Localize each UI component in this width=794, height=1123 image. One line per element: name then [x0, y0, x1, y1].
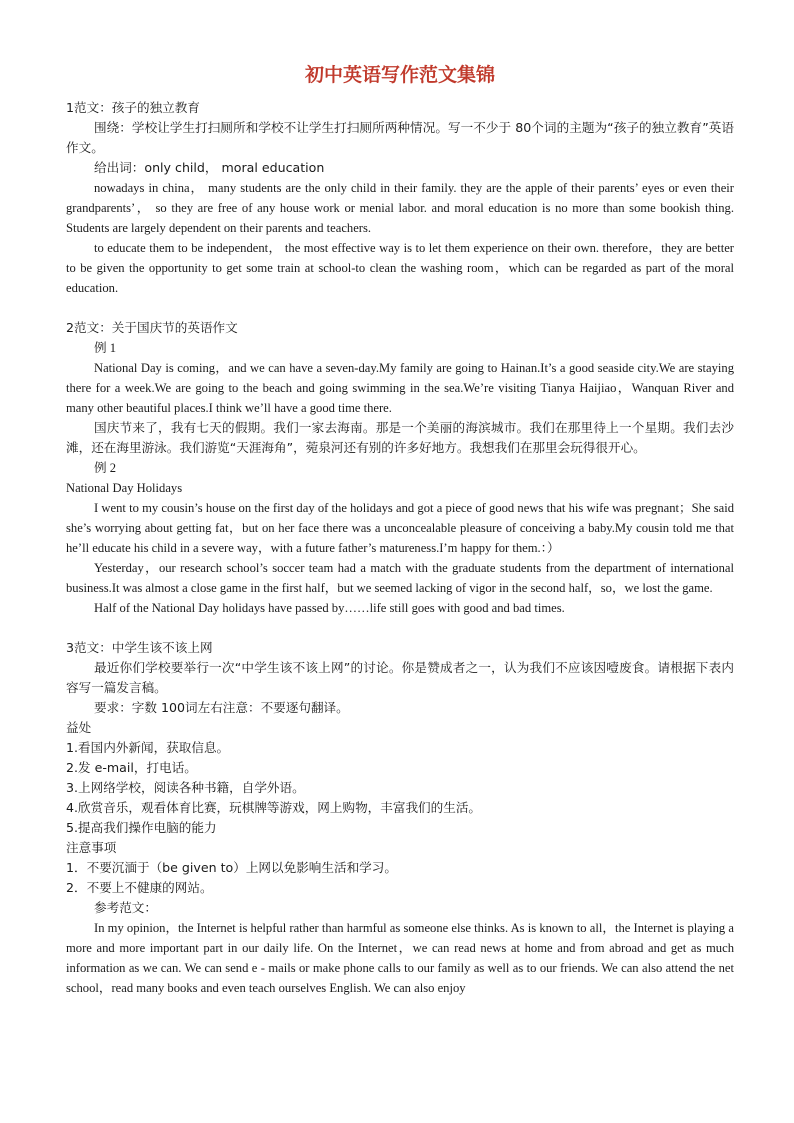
- section-1-paragraph-1: nowadays in china， many students are the only child in their family. they are the apple of their parents’ eyes or even their grandparents’， so they are free of any house work or menial labor. and moral education is no more than some bookish thing. Students are largely dependent on their parents and teachers.: [66, 181, 734, 235]
- example-2-paragraph-1: I went to my cousin’s house on the first day of the holidays and got a piece of good news that his wife was pregnant；She said she’s worrying about getting fat，but on her face there was a unconcealable pleasure of conceiving a baby.My cousin told me that he’ll educate his child in a severe way，with a future father’s matureness.I’m happy for them.：）: [66, 501, 734, 555]
- notes-label: 注意事项: [66, 840, 117, 855]
- section-1-given-words: 给出词：only child， moral education: [94, 160, 325, 175]
- section-1-paragraph-2: to educate them to be independent， the most effective way is to let them experience on their own. therefore，they are better to be given the opportunity to get some train at school-to clean the washing room，which can be regarded as part of the moral education.: [66, 241, 734, 295]
- example-2-paragraph-2: Yesterday，our research school’s soccer team had a match with the graduate students from the department of international business.It was almost a close game in the first half，but we seemed lacking of vigor in the second half，so，we lost the game.: [66, 561, 734, 595]
- section-1-heading: 1范文：孩子的独立教育: [66, 100, 200, 115]
- benefit-item: 2.发 e-mail，打电话。: [66, 760, 197, 775]
- sample-essay: In my opinion，the Internet is helpful rather than harmful as someone else thinks. As is known to all，the Internet is playing a more and more important part in our daily life. On the Internet，we can read news at home and from abroad and get as much information as we can. We can send e - mails or make phone calls to our family as well as to our friends. We can also attend the net school，read many books and even teach ourselves English. We can also enjoy: [66, 921, 734, 995]
- note-item: 1．不要沉湎于（be given to）上网以免影响生活和学习。: [66, 860, 397, 875]
- example-2-title: National Day Holidays: [66, 481, 183, 495]
- benefit-item: 1.看国内外新闻，获取信息。: [66, 740, 230, 755]
- benefit-item: 3.上网络学校，阅读各种书籍，自学外语。: [66, 780, 305, 795]
- section-3-requirements: 要求：字数 100词左右注意：不要逐句翻译。: [94, 700, 349, 715]
- section-2-heading: 2范文：关于国庆节的英语作文: [66, 320, 238, 335]
- benefit-item: 4.欣赏音乐，观看体育比赛，玩棋牌等游戏，网上购物，丰富我们的生活。: [66, 800, 482, 815]
- section-1-prompt: 围绕：学校让学生打扫厕所和学校不让学生打扫厕所两种情况。写一不少于 80个词的主题为“孩子的独立教育”英语作文。: [66, 120, 734, 155]
- example-1-label: 例 1: [94, 341, 117, 355]
- section-3-prompt: 最近你们学校要举行一次“中学生该不该上网”的讨论。你是赞成者之一，认为我们不应该因噎废食。请根据下表内容写一篇发言稿。: [66, 660, 734, 695]
- benefits-label: 益处: [66, 720, 92, 735]
- note-item: 2．不要上不健康的网站。: [66, 880, 213, 895]
- example-2-label: 例 2: [94, 461, 117, 475]
- document-page: [66, 62, 734, 998]
- sample-label: 参考范文：: [94, 900, 157, 915]
- section-3-heading: 3范文：中学生该不该上网: [66, 640, 213, 655]
- example-1-chinese: 国庆节来了，我有七天的假期。我们一家去海南。那是一个美丽的海滨城市。我们在那里待上一个星期。我们去沙滩，还在海里游泳。我们游览“天涯海角”，菀泉河还有别的许多好地方。我想我们在那里会玩得很开心。: [66, 420, 734, 455]
- example-2-paragraph-3: Half of the National Day holidays have passed by……life still goes with good and bad times.: [94, 601, 565, 615]
- example-1-english: National Day is coming，and we can have a seven-day.My family are going to Hainan.It’s a good seaside city.We are staying there for a week.We are going to the beach and going swimming in the sea.We’re visiting Tianya Haijiao，Wanquan River and many other beautiful places.I think we’ll have a good time there.: [66, 361, 734, 415]
- benefit-item: 5.提高我们操作电脑的能力: [66, 820, 217, 835]
- document-title: 初中英语写作范文集锦: [304, 64, 495, 86]
